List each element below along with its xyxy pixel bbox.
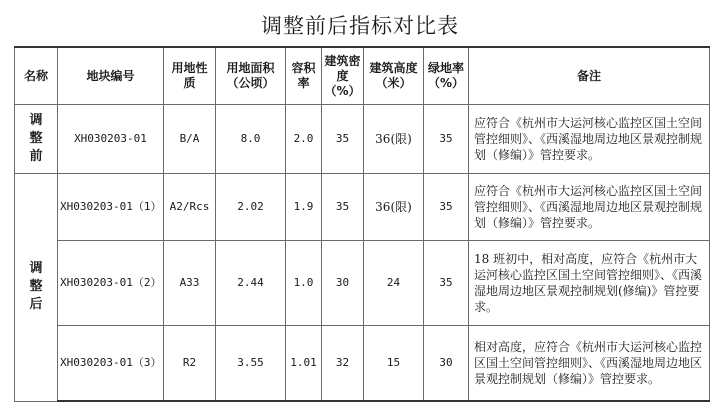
density-cell: 32 xyxy=(322,326,364,402)
table-row xyxy=(15,174,710,241)
plot-no-cell: XH030203-01（1） xyxy=(58,174,164,241)
header-land-use: 用地性质 xyxy=(164,47,216,105)
page-title: 调整前后指标对比表 xyxy=(261,14,459,38)
green-cell: 30 xyxy=(424,326,469,402)
height-cell: 24 xyxy=(364,241,424,326)
far-cell: 1.0 xyxy=(286,241,322,326)
remark-cell: 相对高度，应符合《杭州市大运河核心监控区国土空间管控细则》、《西溪湿地周边地区景观控制规划（修编）》管控要求。 xyxy=(469,326,710,402)
header-area: 用地面积（公顷） xyxy=(216,47,286,105)
density-cell: 30 xyxy=(322,241,364,326)
group-label-before: 调整前 xyxy=(15,105,58,174)
header-remark: 备注 xyxy=(469,47,710,105)
header-height: 建筑高度（米） xyxy=(364,47,424,105)
remark-cell: 应符合《杭州市大运河核心监控区国土空间管控细则》、《西溪湿地周边地区景观控制规划（修编）》管控要求。 xyxy=(469,105,710,174)
table-row xyxy=(15,241,710,326)
group-label-after: 调整后 xyxy=(15,174,58,402)
table-row xyxy=(15,326,710,402)
height-cell: 36(限) xyxy=(364,174,424,241)
header-green: 绿地率（%） xyxy=(424,47,469,105)
table-row xyxy=(15,105,710,174)
area-cell: 3.55 xyxy=(216,326,286,402)
density-cell: 35 xyxy=(322,174,364,241)
area-cell: 2.44 xyxy=(216,241,286,326)
land-use-cell: B/A xyxy=(164,105,216,174)
comparison-table xyxy=(14,46,710,402)
remark-cell: 应符合《杭州市大运河核心监控区国土空间管控细则》、《西溪湿地周边地区景观控制规划（修编）》管控要求。 xyxy=(469,174,710,241)
header-name: 名称 xyxy=(15,47,58,105)
header-plot-no: 地块编号 xyxy=(58,47,164,105)
remark-cell: 18 班初中，相对高度，应符合《杭州市大运河核心监控区国土空间管控细则》、《西溪湿地周边地区景观控制规划(修编)》管控要求。 xyxy=(469,241,710,326)
plot-no-cell: XH030203-01 xyxy=(58,105,164,174)
land-use-cell: A2/Rcs xyxy=(164,174,216,241)
plot-no-cell: XH030203-01（3） xyxy=(58,326,164,402)
height-cell: 36(限) xyxy=(364,105,424,174)
area-cell: 2.02 xyxy=(216,174,286,241)
land-use-cell: A33 xyxy=(164,241,216,326)
far-cell: 1.01 xyxy=(286,326,322,402)
green-cell: 35 xyxy=(424,105,469,174)
plot-no-cell: XH030203-01（2） xyxy=(58,241,164,326)
green-cell: 35 xyxy=(424,241,469,326)
green-cell: 35 xyxy=(424,174,469,241)
height-cell: 15 xyxy=(364,326,424,402)
far-cell: 2.0 xyxy=(286,105,322,174)
header-row xyxy=(15,47,710,105)
header-far: 容积率 xyxy=(286,47,322,105)
far-cell: 1.9 xyxy=(286,174,322,241)
density-cell: 35 xyxy=(322,105,364,174)
area-cell: 8.0 xyxy=(216,105,286,174)
header-density: 建筑密度（%） xyxy=(322,47,364,105)
land-use-cell: R2 xyxy=(164,326,216,402)
